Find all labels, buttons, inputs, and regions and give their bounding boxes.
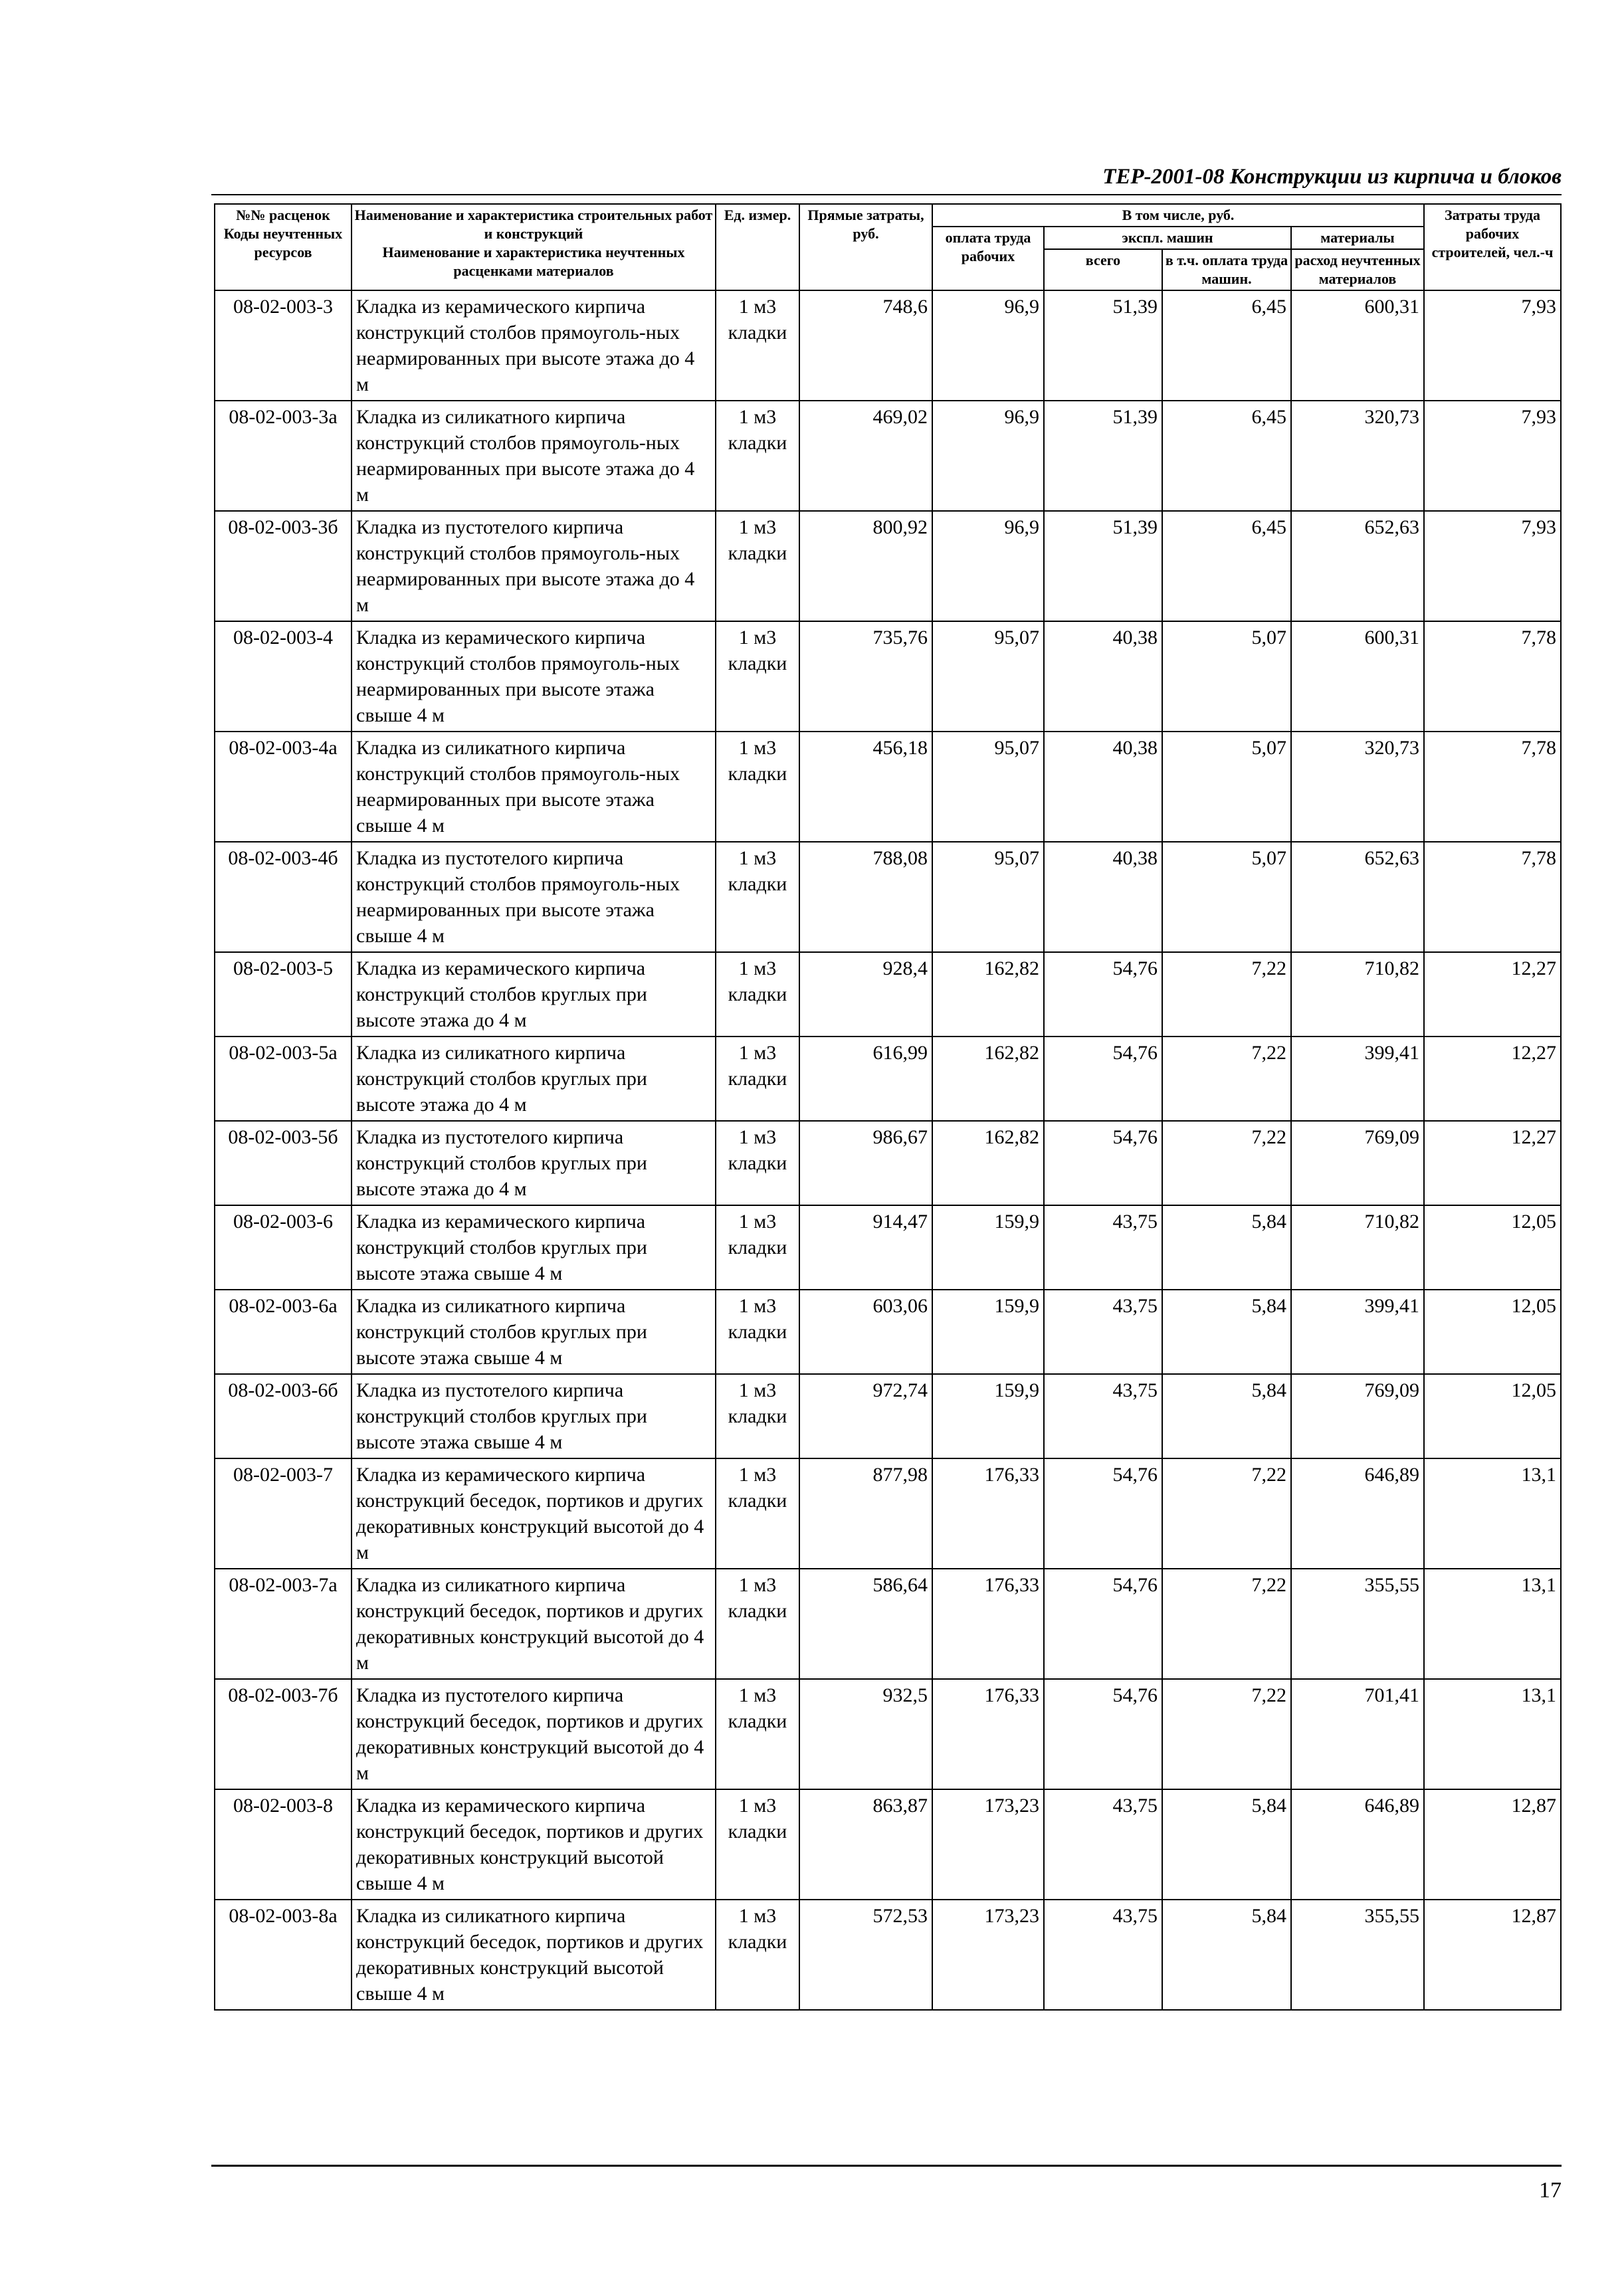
cell-labor: 7,78 bbox=[1424, 732, 1561, 842]
table-row bbox=[215, 1290, 1561, 1374]
cell-mat: 355,55 bbox=[1291, 1900, 1424, 2010]
table-row bbox=[215, 1900, 1561, 2010]
cell-mach-wage: 7,22 bbox=[1162, 1037, 1291, 1121]
cell-mach: 54,76 bbox=[1044, 1679, 1162, 1789]
cell-unit: 1 м3 кладки bbox=[716, 1679, 799, 1789]
cell-mat: 710,82 bbox=[1291, 1205, 1424, 1290]
cell-code: 08-02-003-5б bbox=[215, 1121, 352, 1205]
cell-mat: 355,55 bbox=[1291, 1569, 1424, 1679]
cell-mat: 320,73 bbox=[1291, 732, 1424, 842]
table-row bbox=[215, 1569, 1561, 1679]
cell-unit: 1 м3 кладки bbox=[716, 1374, 799, 1458]
cell-desc: Кладка из керамического кирпича конструкций столбов прямоуголь-ных неармированных при высоте этажа до 4 м bbox=[352, 290, 716, 401]
cell-wage: 159,9 bbox=[932, 1290, 1044, 1374]
cell-wage: 176,33 bbox=[932, 1569, 1044, 1679]
table-row bbox=[215, 1789, 1561, 1900]
cell-direct: 877,98 bbox=[799, 1458, 932, 1569]
cell-labor: 12,87 bbox=[1424, 1789, 1561, 1900]
cell-mach-wage: 5,84 bbox=[1162, 1290, 1291, 1374]
col-header-mat: материалы bbox=[1291, 227, 1424, 249]
table-body bbox=[215, 290, 1561, 2010]
table-row bbox=[215, 842, 1561, 952]
cell-labor: 12,05 bbox=[1424, 1374, 1561, 1458]
cell-unit: 1 м3 кладки bbox=[716, 842, 799, 952]
table-row bbox=[215, 511, 1561, 621]
cell-mat: 646,89 bbox=[1291, 1789, 1424, 1900]
cell-code: 08-02-003-8 bbox=[215, 1789, 352, 1900]
cell-direct: 456,18 bbox=[799, 732, 932, 842]
cell-code: 08-02-003-8а bbox=[215, 1900, 352, 2010]
cell-mach: 43,75 bbox=[1044, 1789, 1162, 1900]
cell-mat: 399,41 bbox=[1291, 1037, 1424, 1121]
cell-code: 08-02-003-3а bbox=[215, 401, 352, 511]
cell-desc: Кладка из керамического кирпича конструкций столбов круглых при высоте этажа до 4 м bbox=[352, 952, 716, 1037]
cell-wage: 162,82 bbox=[932, 952, 1044, 1037]
cell-direct: 932,5 bbox=[799, 1679, 932, 1789]
cell-wage: 176,33 bbox=[932, 1679, 1044, 1789]
cell-desc: Кладка из керамического кирпича конструкций беседок, портиков и других декоративных конструкций высотой свыше 4 м bbox=[352, 1789, 716, 1900]
table-row bbox=[215, 732, 1561, 842]
cell-mat: 652,63 bbox=[1291, 842, 1424, 952]
table-row bbox=[215, 1458, 1561, 1569]
cell-mach-wage: 7,22 bbox=[1162, 1679, 1291, 1789]
cell-mach: 40,38 bbox=[1044, 621, 1162, 732]
cell-unit: 1 м3 кладки bbox=[716, 1037, 799, 1121]
cell-labor: 12,27 bbox=[1424, 1121, 1561, 1205]
cell-mach-wage: 5,07 bbox=[1162, 732, 1291, 842]
col-header-code-label: №№ расценок bbox=[236, 207, 330, 223]
cell-code: 08-02-003-6а bbox=[215, 1290, 352, 1374]
cell-wage: 96,9 bbox=[932, 511, 1044, 621]
cell-desc: Кладка из керамического кирпича конструкций столбов круглых при высоте этажа свыше 4 м bbox=[352, 1205, 716, 1290]
cell-code: 08-02-003-4 bbox=[215, 621, 352, 732]
cell-mach-wage: 5,84 bbox=[1162, 1374, 1291, 1458]
cell-labor: 13,1 bbox=[1424, 1569, 1561, 1679]
cell-direct: 788,08 bbox=[799, 842, 932, 952]
cell-direct: 914,47 bbox=[799, 1205, 932, 1290]
cell-labor: 7,78 bbox=[1424, 621, 1561, 732]
header-rule bbox=[211, 194, 1562, 195]
col-header-wage: оплата труда рабочих bbox=[932, 227, 1044, 290]
col-header-unit: Ед. измер. bbox=[716, 204, 799, 290]
cell-direct: 586,64 bbox=[799, 1569, 932, 1679]
table-row bbox=[215, 1037, 1561, 1121]
cell-wage: 96,9 bbox=[932, 290, 1044, 401]
cell-wage: 159,9 bbox=[932, 1205, 1044, 1290]
cell-desc: Кладка из пустотелого кирпича конструкций столбов прямоуголь-ных неармированных при высоте этажа до 4 м bbox=[352, 511, 716, 621]
cell-wage: 176,33 bbox=[932, 1458, 1044, 1569]
cell-mach-wage: 7,22 bbox=[1162, 1569, 1291, 1679]
table-row bbox=[215, 952, 1561, 1037]
cell-unit: 1 м3 кладки bbox=[716, 952, 799, 1037]
cell-unit: 1 м3 кладки bbox=[716, 1900, 799, 2010]
cell-mach-wage: 7,22 bbox=[1162, 952, 1291, 1037]
page-number: 17 bbox=[1539, 2178, 1562, 2203]
cell-labor: 12,27 bbox=[1424, 1037, 1561, 1121]
cell-desc: Кладка из силикатного кирпича конструкций беседок, портиков и других декоративных конструкций высотой свыше 4 м bbox=[352, 1900, 716, 2010]
cell-wage: 173,23 bbox=[932, 1900, 1044, 2010]
col-header-code bbox=[215, 204, 352, 290]
cell-desc: Кладка из пустотелого кирпича конструкций беседок, портиков и других декоративных конструкций высотой до 4 м bbox=[352, 1679, 716, 1789]
cell-direct: 748,6 bbox=[799, 290, 932, 401]
cell-mach-wage: 6,45 bbox=[1162, 511, 1291, 621]
cell-wage: 95,07 bbox=[932, 842, 1044, 952]
cell-wage: 159,9 bbox=[932, 1374, 1044, 1458]
cell-mach-wage: 5,84 bbox=[1162, 1205, 1291, 1290]
cell-code: 08-02-003-7а bbox=[215, 1569, 352, 1679]
cell-mach-wage: 5,84 bbox=[1162, 1789, 1291, 1900]
cell-mach-wage: 6,45 bbox=[1162, 401, 1291, 511]
cell-direct: 800,92 bbox=[799, 511, 932, 621]
cell-direct: 928,4 bbox=[799, 952, 932, 1037]
cell-code: 08-02-003-7 bbox=[215, 1458, 352, 1569]
cell-mach-wage: 5,84 bbox=[1162, 1900, 1291, 2010]
cell-mach: 43,75 bbox=[1044, 1205, 1162, 1290]
cell-desc: Кладка из пустотелого кирпича конструкций столбов круглых при высоте этажа до 4 м bbox=[352, 1121, 716, 1205]
col-header-mach: экспл. машин bbox=[1044, 227, 1291, 249]
cell-mach: 54,76 bbox=[1044, 1037, 1162, 1121]
cell-mach: 40,38 bbox=[1044, 842, 1162, 952]
table-row bbox=[215, 621, 1561, 732]
cell-desc: Кладка из силикатного кирпича конструкций беседок, портиков и других декоративных конструкций высотой до 4 м bbox=[352, 1569, 716, 1679]
cell-mach-wage: 5,07 bbox=[1162, 621, 1291, 732]
cell-unit: 1 м3 кладки bbox=[716, 401, 799, 511]
col-header-incl: В том числе, руб. bbox=[932, 204, 1424, 227]
cell-labor: 7,93 bbox=[1424, 511, 1561, 621]
header-row-top bbox=[215, 204, 1561, 227]
cell-labor: 12,05 bbox=[1424, 1205, 1561, 1290]
cell-desc: Кладка из керамического кирпича конструкций столбов прямоуголь-ных неармированных при высоте этажа свыше 4 м bbox=[352, 621, 716, 732]
cell-direct: 469,02 bbox=[799, 401, 932, 511]
cell-labor: 12,87 bbox=[1424, 1900, 1561, 2010]
cell-direct: 603,06 bbox=[799, 1290, 932, 1374]
cell-code: 08-02-003-3 bbox=[215, 290, 352, 401]
cell-mat: 399,41 bbox=[1291, 1290, 1424, 1374]
bottom-rule bbox=[211, 2165, 1562, 2167]
cell-code: 08-02-003-5 bbox=[215, 952, 352, 1037]
cell-unit: 1 м3 кладки bbox=[716, 732, 799, 842]
cell-direct: 572,53 bbox=[799, 1900, 932, 2010]
col-header-mat-sub: расход неучтенных материалов bbox=[1291, 249, 1424, 290]
cell-direct: 735,76 bbox=[799, 621, 932, 732]
col-header-name bbox=[352, 204, 716, 290]
cell-direct: 863,87 bbox=[799, 1789, 932, 1900]
cell-mach: 43,75 bbox=[1044, 1374, 1162, 1458]
cell-wage: 95,07 bbox=[932, 621, 1044, 732]
cell-code: 08-02-003-5а bbox=[215, 1037, 352, 1121]
cell-desc: Кладка из силикатного кирпича конструкций столбов прямоуголь-ных неармированных при высоте этажа до 4 м bbox=[352, 401, 716, 511]
cell-mach: 40,38 bbox=[1044, 732, 1162, 842]
cell-mach: 54,76 bbox=[1044, 1121, 1162, 1205]
col-header-mach-total: всего bbox=[1044, 249, 1162, 290]
cell-unit: 1 м3 кладки bbox=[716, 621, 799, 732]
cell-mach: 54,76 bbox=[1044, 952, 1162, 1037]
table-row bbox=[215, 1374, 1561, 1458]
cell-direct: 616,99 bbox=[799, 1037, 932, 1121]
cell-labor: 12,27 bbox=[1424, 952, 1561, 1037]
cell-desc: Кладка из силикатного кирпича конструкций столбов круглых при высоте этажа до 4 м bbox=[352, 1037, 716, 1121]
table-row bbox=[215, 1205, 1561, 1290]
cell-wage: 173,23 bbox=[932, 1789, 1044, 1900]
cell-direct: 972,74 bbox=[799, 1374, 932, 1458]
cell-mat: 769,09 bbox=[1291, 1121, 1424, 1205]
cell-mat: 600,31 bbox=[1291, 621, 1424, 732]
cell-mach: 51,39 bbox=[1044, 511, 1162, 621]
cell-code: 08-02-003-3б bbox=[215, 511, 352, 621]
cell-mat: 769,09 bbox=[1291, 1374, 1424, 1458]
cell-wage: 162,82 bbox=[932, 1037, 1044, 1121]
cell-desc: Кладка из пустотелого кирпича конструкций столбов прямоуголь-ных неармированных при высоте этажа свыше 4 м bbox=[352, 842, 716, 952]
table-row bbox=[215, 401, 1561, 511]
cell-wage: 162,82 bbox=[932, 1121, 1044, 1205]
cell-labor: 7,93 bbox=[1424, 401, 1561, 511]
cell-unit: 1 м3 кладки bbox=[716, 1789, 799, 1900]
col-header-labor: Затраты труда рабочих строителей, чел.-ч bbox=[1424, 204, 1561, 290]
cell-unit: 1 м3 кладки bbox=[716, 1121, 799, 1205]
cell-code: 08-02-003-4б bbox=[215, 842, 352, 952]
cell-desc: Кладка из силикатного кирпича конструкций столбов круглых при высоте этажа свыше 4 м bbox=[352, 1290, 716, 1374]
cell-mach-wage: 5,07 bbox=[1162, 842, 1291, 952]
cell-mat: 652,63 bbox=[1291, 511, 1424, 621]
cell-mach-wage: 7,22 bbox=[1162, 1121, 1291, 1205]
cell-mat: 646,89 bbox=[1291, 1458, 1424, 1569]
cell-mat: 701,41 bbox=[1291, 1679, 1424, 1789]
table-row bbox=[215, 290, 1561, 401]
table-row bbox=[215, 1679, 1561, 1789]
document-header: ТЕР-2001-08 Конструкции из кирпича и блоков bbox=[1102, 165, 1562, 189]
cell-labor: 13,1 bbox=[1424, 1458, 1561, 1569]
cell-mach: 51,39 bbox=[1044, 290, 1162, 401]
rates-table bbox=[214, 203, 1562, 2011]
cell-mach-wage: 7,22 bbox=[1162, 1458, 1291, 1569]
cell-unit: 1 м3 кладки bbox=[716, 511, 799, 621]
cell-wage: 96,9 bbox=[932, 401, 1044, 511]
cell-unit: 1 м3 кладки bbox=[716, 1569, 799, 1679]
col-header-name-label: Наименование и характеристика строительных работ и конструкций bbox=[354, 207, 713, 242]
table-row bbox=[215, 1121, 1561, 1205]
cell-desc: Кладка из силикатного кирпича конструкций столбов прямоуголь-ных неармированных при высоте этажа свыше 4 м bbox=[352, 732, 716, 842]
cell-code: 08-02-003-4а bbox=[215, 732, 352, 842]
cell-mach: 51,39 bbox=[1044, 401, 1162, 511]
cell-code: 08-02-003-7б bbox=[215, 1679, 352, 1789]
cell-unit: 1 м3 кладки bbox=[716, 1205, 799, 1290]
cell-mach: 43,75 bbox=[1044, 1900, 1162, 2010]
cell-desc: Кладка из пустотелого кирпича конструкций столбов круглых при высоте этажа свыше 4 м bbox=[352, 1374, 716, 1458]
cell-desc: Кладка из керамического кирпича конструкций беседок, портиков и других декоративных конструкций высотой до 4 м bbox=[352, 1458, 716, 1569]
col-header-name-sub: Наименование и характеристика неучтенных расценками материалов bbox=[382, 244, 685, 279]
cell-mach-wage: 6,45 bbox=[1162, 290, 1291, 401]
cell-unit: 1 м3 кладки bbox=[716, 290, 799, 401]
col-header-code-sub: Коды неучтенных ресурсов bbox=[223, 225, 343, 260]
cell-code: 08-02-003-6б bbox=[215, 1374, 352, 1458]
col-header-mach-wage: в т.ч. оплата труда машин. bbox=[1162, 249, 1291, 290]
cell-labor: 13,1 bbox=[1424, 1679, 1561, 1789]
cell-wage: 95,07 bbox=[932, 732, 1044, 842]
cell-mach: 43,75 bbox=[1044, 1290, 1162, 1374]
col-header-direct: Прямые затраты, руб. bbox=[799, 204, 932, 290]
cell-unit: 1 м3 кладки bbox=[716, 1290, 799, 1374]
cell-mach: 54,76 bbox=[1044, 1569, 1162, 1679]
cell-labor: 12,05 bbox=[1424, 1290, 1561, 1374]
cell-code: 08-02-003-6 bbox=[215, 1205, 352, 1290]
cell-mat: 320,73 bbox=[1291, 401, 1424, 511]
cell-mat: 600,31 bbox=[1291, 290, 1424, 401]
cell-direct: 986,67 bbox=[799, 1121, 932, 1205]
cell-labor: 7,93 bbox=[1424, 290, 1561, 401]
cell-mach: 54,76 bbox=[1044, 1458, 1162, 1569]
cell-mat: 710,82 bbox=[1291, 952, 1424, 1037]
cell-unit: 1 м3 кладки bbox=[716, 1458, 799, 1569]
cell-labor: 7,78 bbox=[1424, 842, 1561, 952]
